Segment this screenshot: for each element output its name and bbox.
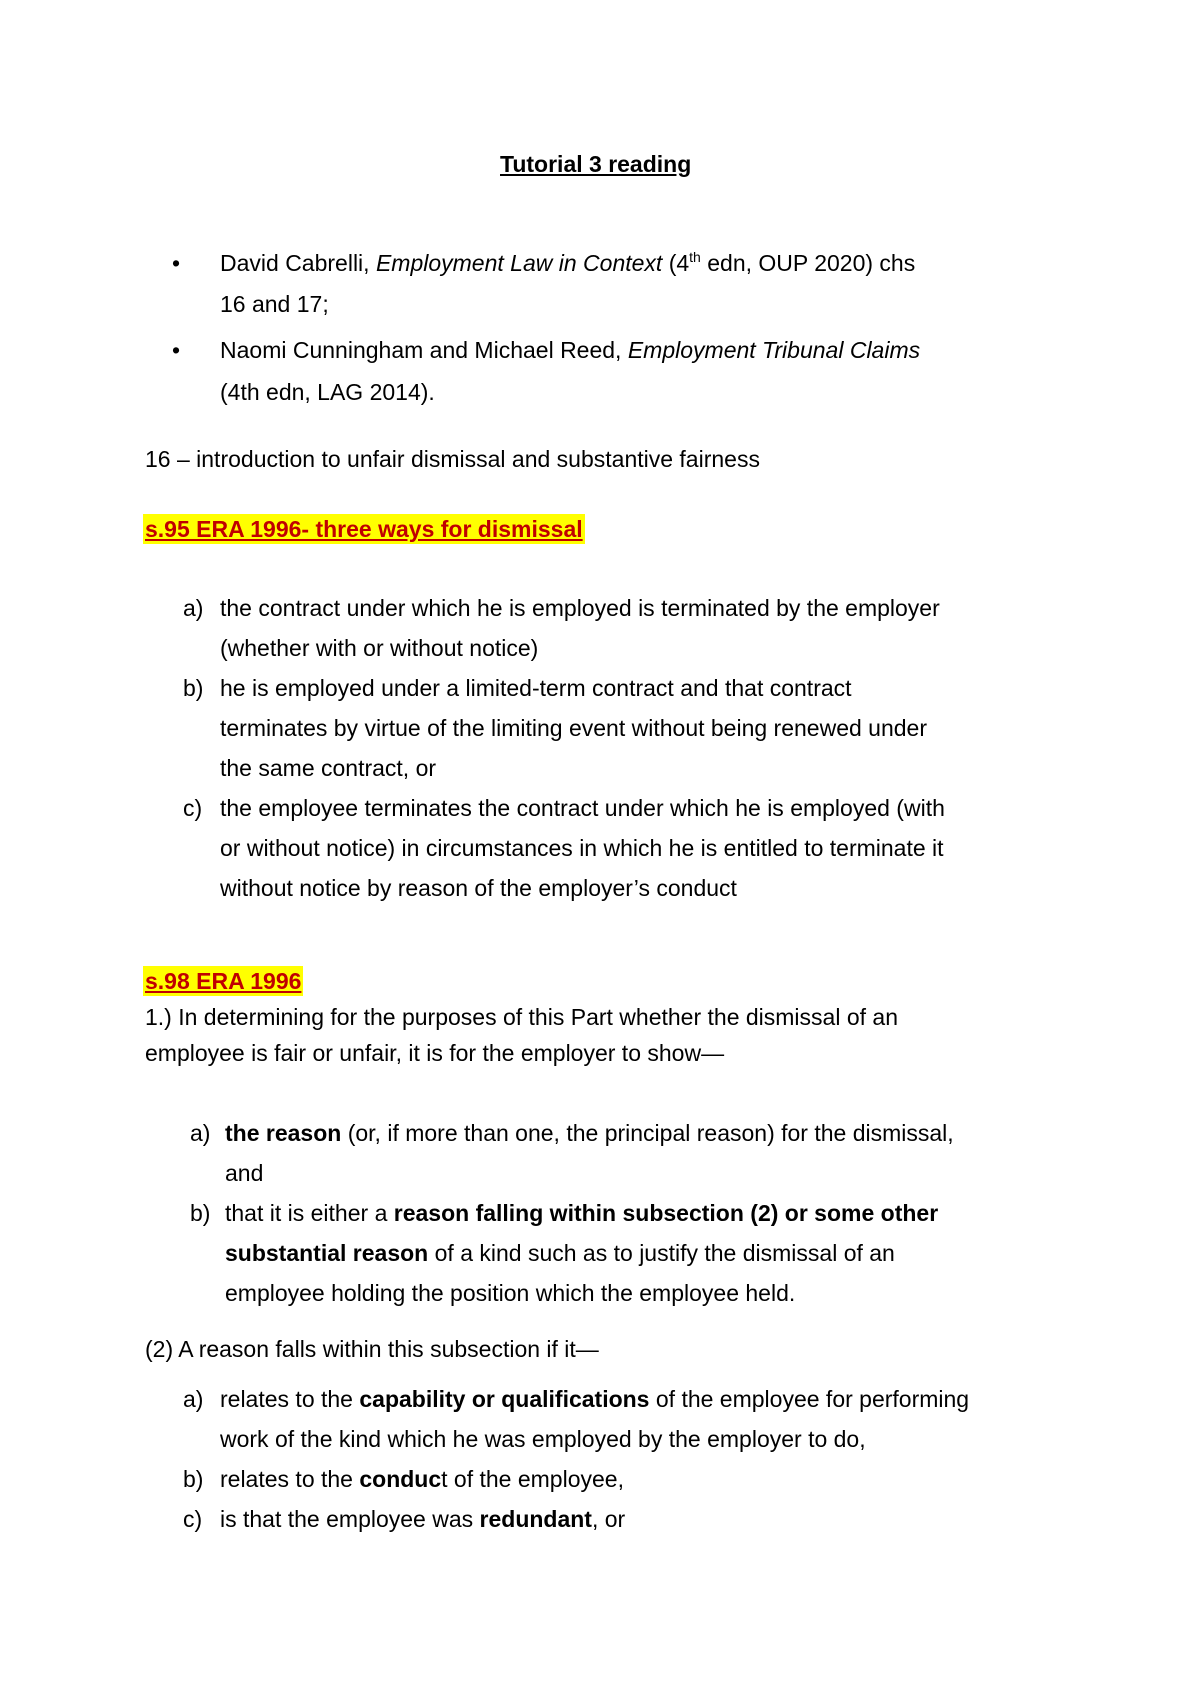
list-marker: a) [190,1120,211,1146]
reading-item-1 [220,249,916,276]
list-marker: a) [183,595,204,621]
list-item-continuation: and [225,1160,264,1186]
reading-item-2-line2: (4th edn, LAG 2014). [220,379,435,405]
s95-heading-highlight: s.95 ERA 1996- three ways for dismissal [145,516,583,542]
bold-term: substantial reason [225,1240,429,1266]
reading-edition: (4 [662,250,690,276]
reading-book-title: Employment Tribunal Claims [627,337,921,363]
list-item-text: relates to the [220,1386,360,1412]
bold-term: capability or qualifications [359,1386,650,1412]
list-item-continuation: terminates by virtue of the limiting event without being renewed under [220,715,928,741]
list-marker: a) [183,1386,204,1412]
list-item-continuation: without notice by reason of the employer’s conduct [220,875,737,901]
list-item-continuation: or without notice) in circumstances in which he is entitled to terminate it [220,835,944,861]
list-item-continuation: work of the kind which he was employed by the employer to do, [220,1426,866,1452]
list-item-text: of the employee for performing [649,1386,970,1412]
list-item: the contract under which he is employed is terminated by the employer [220,595,940,621]
list-item [220,1508,625,1531]
list-item-text: relates to the [220,1466,360,1492]
list-item [225,1122,954,1145]
bold-term: conduc [359,1466,442,1492]
bullet-icon: • [172,337,181,363]
s98-intro: 1.) In determining for the purposes of this Part whether the dismissal of an [145,1004,898,1030]
list-item-text: t of the employee, [441,1466,624,1492]
s98-subsection-2-intro: (2) A reason falls within this subsection if it— [145,1336,599,1362]
reading-item-1-line2: 16 and 17; [220,291,329,317]
list-marker: c) [183,1506,203,1532]
list-marker: b) [183,1466,204,1492]
s98-heading [143,970,303,993]
list-item [220,1388,969,1411]
s98-intro-line2: employee is fair or unfair, it is for the employer to show— [145,1040,725,1066]
reading-edition-sup: th [689,249,701,265]
bold-term: reason falling within subsection (2) or some other [393,1200,939,1226]
list-marker: c) [183,795,203,821]
bullet-icon: • [172,250,181,276]
list-item: he is employed under a limited-term contract and that contract [220,675,852,701]
chapter-heading: 16 – introduction to unfair dismissal and substantive fairness [145,446,760,472]
list-item-text: is that the employee was [220,1506,480,1532]
list-item-continuation: (whether with or without notice) [220,635,539,661]
list-item-text: , or [591,1506,626,1532]
list-item: the employee terminates the contract under which he is employed (with [220,795,945,821]
list-item-continuation: employee holding the position which the employee held. [225,1280,796,1306]
s98-heading-highlight: s.98 ERA 1996 [145,968,302,994]
list-marker: b) [190,1200,211,1226]
reading-item-2 [220,339,920,362]
list-item-continuation: the same contract, or [220,755,437,781]
reading-book-title: Employment Law in Context [375,250,663,276]
bold-term: redundant [479,1506,592,1532]
list-item-text: that it is either a [225,1200,394,1226]
s95-heading [143,518,585,541]
reading-publisher: edn, OUP 2020) chs [700,250,916,276]
document-title: Tutorial 3 reading [500,151,692,177]
reading-author: Naomi Cunningham and Michael Reed, [220,337,628,363]
reading-author: David Cabrelli, [220,250,376,276]
list-item [220,1468,624,1491]
list-item-text: of a kind such as to justify the dismissal of an [428,1240,895,1266]
list-item [225,1202,938,1225]
list-marker: b) [183,675,204,701]
bold-term: the reason [225,1120,342,1146]
list-item-continuation [225,1242,895,1265]
list-item-text: (or, if more than one, the principal reason) for the dismissal, [341,1120,954,1146]
